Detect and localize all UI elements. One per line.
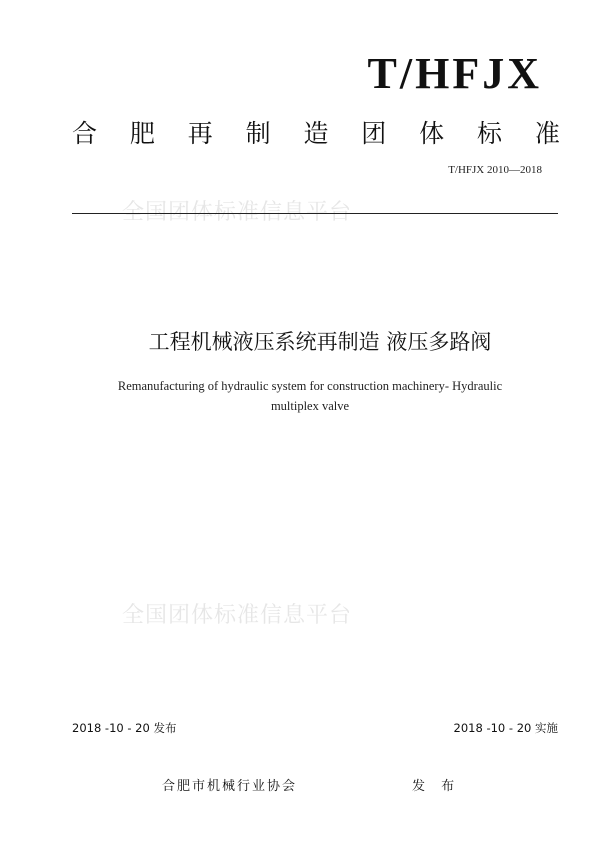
standard-type-char: 再 [187, 119, 213, 148]
standard-code: T/HFJX [367, 49, 542, 98]
standard-type-char: 体 [419, 119, 445, 148]
publisher-name: 合肥市机械行业协会 [162, 779, 298, 794]
header-divider [72, 213, 558, 214]
standard-type-char: 准 [534, 119, 560, 148]
standard-type-char: 造 [303, 119, 329, 148]
publish-label: 发 布 [412, 779, 461, 794]
document-title-chinese: 工程机械液压系统再制造 液压多路阀 [148, 330, 492, 354]
standard-type-char: 合 [72, 119, 98, 148]
standard-type-char: 标 [477, 119, 503, 148]
standard-type-char: 制 [245, 119, 271, 148]
english-title-line: multiplex valve [270, 399, 350, 413]
english-title-line: Remanufacturing of hydraulic system for construction machinery- Hydraulic [117, 379, 503, 393]
issue-date: 2018 -10 - 20 发布 [72, 721, 177, 735]
implementation-date: 2018 -10 - 20 实施 [453, 721, 558, 735]
watermark: 全国团体标准信息平台 [122, 200, 353, 225]
standard-type-heading [72, 114, 560, 150]
standard-type-char: 肥 [129, 119, 155, 148]
standard-number: T/HFJX 2010—2018 [448, 164, 542, 176]
watermark: 全国团体标准信息平台 [122, 603, 353, 628]
standard-type-char: 团 [361, 119, 387, 148]
document-title-english [60, 376, 560, 416]
